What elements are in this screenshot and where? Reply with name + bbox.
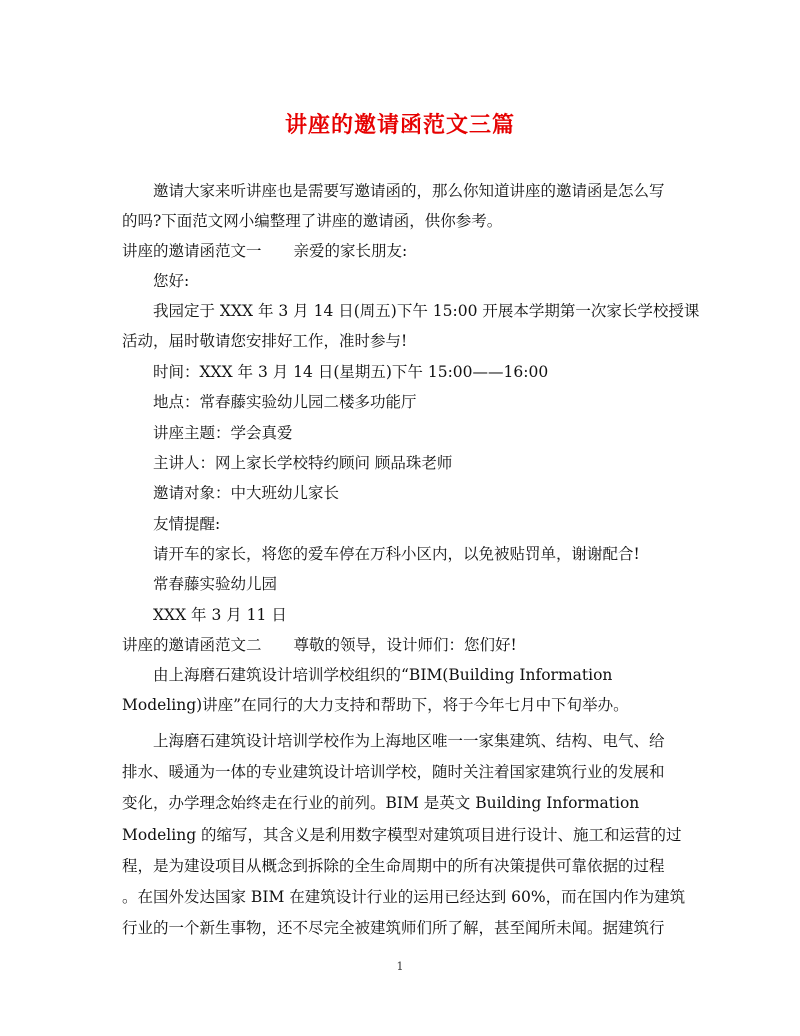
section-2-para-2-line-4: Modeling 的缩写，其含义是利用数字模型对建筑项目进行设计、施工和运营的过 xyxy=(122,826,682,844)
section-2-salutation: 尊敬的领导，设计师们：您们好! xyxy=(293,636,517,654)
section-1-greeting: 您好: xyxy=(153,272,190,290)
section-1-reminder-text: 请开车的家长，将您的爱车停在万科小区内，以免被贴罚单，谢谢配合! xyxy=(153,545,640,563)
section-1-date: XXX 年 3 月 11 日 xyxy=(153,606,287,624)
page-number: 1 xyxy=(396,960,404,973)
page-title: 讲座的邀请函范文三篇 xyxy=(284,112,515,138)
intro-line-2: 的吗?下面范文网小编整理了讲座的邀请函，供你参考。 xyxy=(122,212,503,230)
section-1-theme: 讲座主题：学会真爱 xyxy=(153,424,293,442)
section-2-para-1-line-2: Modeling)讲座”在同行的大力支持和帮助下，将于今年七月中下旬举办。 xyxy=(122,696,629,714)
section-1-signature: 常春藤实验幼儿园 xyxy=(153,575,278,593)
section-1-place: 地点：常春藤实验幼儿园二楼多功能厅 xyxy=(153,393,417,411)
section-2-para-2-line-5: 程，是为建设项目从概念到拆除的全生命周期中的所有决策提供可靠依据的过程 xyxy=(122,857,665,875)
section-1-body-line-2: 活动，届时敬请您安排好工作，准时参与! xyxy=(122,332,408,350)
intro-line-1: 邀请大家来听讲座也是需要写邀请函的，那么你知道讲座的邀请函是怎么写 xyxy=(153,182,665,200)
section-2-para-2-line-7: 行业的一个新生事物，还不尽完全被建筑师们所了解，甚至闻所未闻。据建筑行 xyxy=(122,919,665,937)
section-1-body-line-1: 我园定于 XXX 年 3 月 14 日(周五)下午 15:00 开展本学期第一次家长学校授课 xyxy=(153,302,700,320)
section-1-heading: 讲座的邀请函范文一 xyxy=(122,242,262,260)
section-2-para-2-line-2: 排水、暖通为一体的专业建筑设计培训学校，随时关注着国家建筑行业的发展和 xyxy=(122,763,665,781)
section-1-reminder-label: 友情提醒: xyxy=(153,515,221,533)
section-2-heading: 讲座的邀请函范文二 xyxy=(122,636,262,654)
section-2-heading-line xyxy=(122,635,517,655)
section-2-para-1-line-1: 由上海磨石建筑设计培训学校组织的“BIM(Building Information xyxy=(153,666,613,684)
section-1-audience: 邀请对象：中大班幼儿家长 xyxy=(153,484,340,502)
section-1-heading-line xyxy=(122,241,407,261)
section-2-para-2-line-1: 上海磨石建筑设计培训学校作为上海地区唯一一家集建筑、结构、电气、给 xyxy=(153,732,665,750)
section-2-para-2-line-3: 变化，办学理念始终走在行业的前列。BIM 是英文 Building Information xyxy=(122,794,640,812)
section-2-para-2-line-6: 。在国外发达国家 BIM 在建筑设计行业的运用已经达到 60%，而在国内作为建筑 xyxy=(122,888,686,906)
section-1-time: 时间：XXX 年 3 月 14 日(星期五)下午 15:00——16:00 xyxy=(153,363,549,381)
section-1-salutation: 亲爱的家长朋友: xyxy=(293,242,408,260)
section-1-speaker: 主讲人：网上家长学校特约顾问 顾品珠老师 xyxy=(153,454,453,472)
